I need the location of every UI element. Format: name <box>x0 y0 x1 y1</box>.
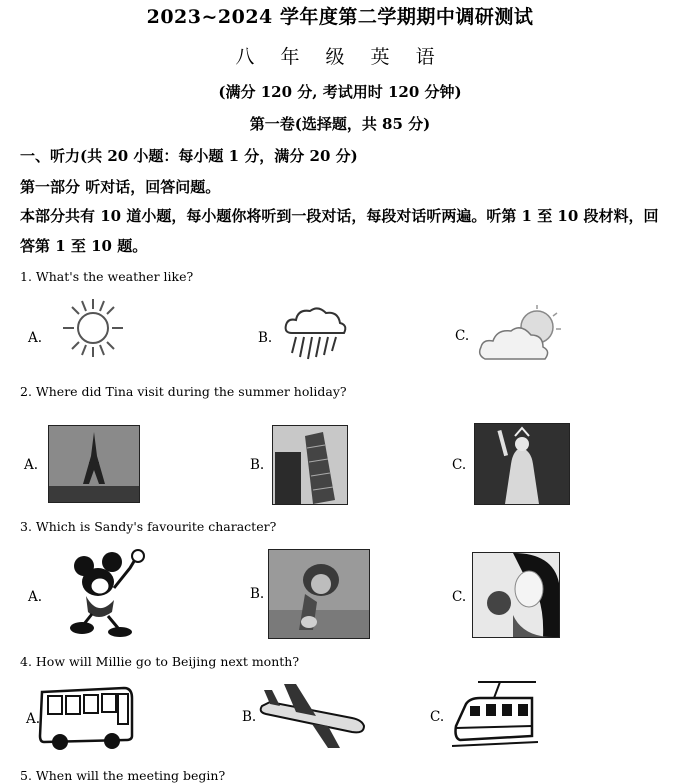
option-b-label: B. <box>250 586 265 602</box>
option-a-label: A. <box>28 330 43 346</box>
train-drawing <box>452 680 538 752</box>
mickey-mouse-drawing <box>64 548 152 638</box>
volume-heading: 第一卷(选择题，共 85 分) <box>249 115 431 133</box>
eiffel-tower-photo <box>48 425 140 503</box>
option-b-label: B. <box>242 709 257 725</box>
score-info: (满分 120 分, 考试用时 120 分钟) <box>218 83 462 101</box>
option-a-label: A. <box>26 711 41 727</box>
question-3: 3. Which is Sandy's favourite character? <box>20 519 277 534</box>
exam-title: 2023~2024 学年度第二学期期中调研测试 <box>146 6 534 28</box>
lion-king-photo <box>268 549 370 639</box>
plane-drawing <box>256 680 368 750</box>
statue-of-liberty-photo <box>474 423 570 505</box>
sun-icon <box>58 297 128 359</box>
option-c-label: C. <box>452 457 467 473</box>
option-c-label: C. <box>430 709 445 725</box>
leaning-tower-photo <box>272 425 348 505</box>
section-heading: 一、听力(共 20 小题：每小题 1 分，满分 20 分) <box>20 147 358 165</box>
option-b-label: B. <box>250 457 265 473</box>
question-1: 1. What's the weather like? <box>20 269 194 284</box>
bus-drawing <box>38 684 136 752</box>
rain-cloud-icon <box>280 303 350 363</box>
option-a-label: A. <box>28 589 43 605</box>
question-5: 5. When will the meeting begin? <box>20 768 226 783</box>
option-a-label: A. <box>24 457 39 473</box>
instructions: 本部分共有 10 道小题，每小题你将听到一段对话，每段对话听两遍。听第 1 至 10 段材料，回答第 1 至 10 题。 <box>20 207 659 255</box>
cloudy-sun-icon <box>477 305 567 367</box>
option-b-label: B. <box>258 330 273 346</box>
exam-subject: 八 年 级 英 语 <box>235 46 445 68</box>
question-4: 4. How will Millie go to Beijing next month? <box>20 654 300 669</box>
snow-white-photo <box>472 552 560 638</box>
option-c-label: C. <box>455 328 470 344</box>
option-c-label: C. <box>452 589 467 605</box>
part-heading: 第一部分 听对话，回答问题。 <box>20 178 221 196</box>
question-2: 2. Where did Tina visit during the summer holiday? <box>20 384 347 399</box>
